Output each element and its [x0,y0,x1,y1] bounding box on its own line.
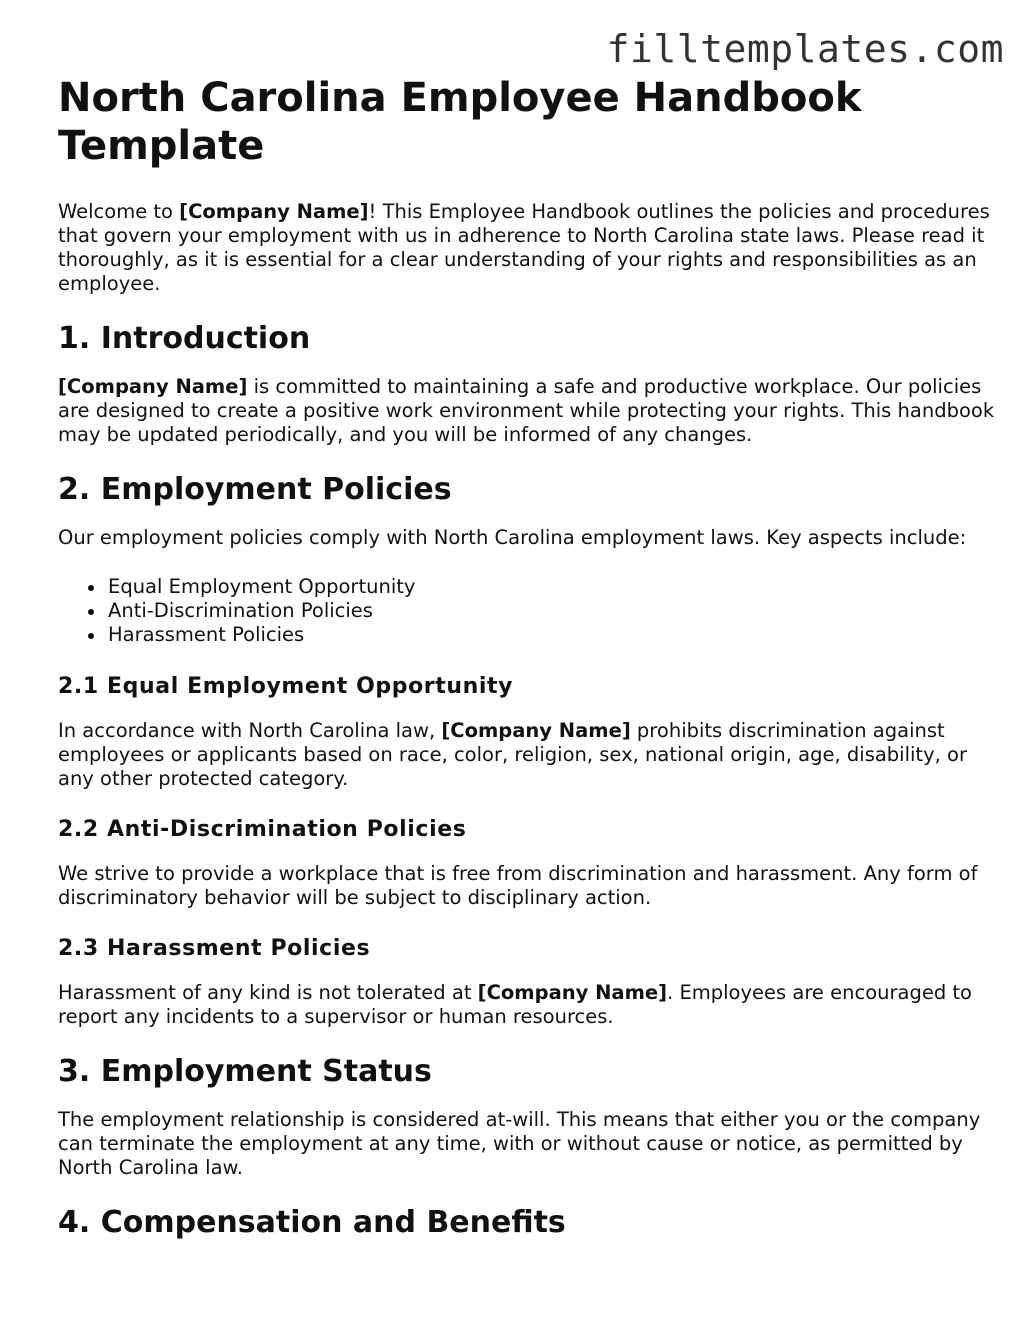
document-title: North Carolina Employee Handbook Template [58,75,862,169]
eeo-post: prohibits discrimination against employees or applicants based on race, color, religion, sex, national origin, age, disability, or any other protected category. [58,719,967,790]
subsection-heading-harassment: 2.3 Harassment Policies [58,936,371,961]
welcome-post: ! This Employee Handbook outlines the policies and procedures that govern your employment with us in adherence to North Carolina state laws. Please read it thoroughly, as it is essential for a clear understanding of your rights and responsibilities as an employee. [58,200,990,295]
watermark: filltemplates.com [606,27,1004,71]
company-name-placeholder: [Company Name] [477,981,668,1004]
subsection-heading-eeo: 2.1 Equal Employment Opportunity [58,674,514,699]
harassment-post: . Employees are encouraged to report any incidents to a supervisor or human resources. [58,981,972,1028]
list-item: Equal Employment Opportunity [108,575,998,599]
eeo-pre: In accordance with North Carolina law, [58,719,442,742]
welcome-paragraph [58,200,998,296]
company-name-placeholder: [Company Name] [179,200,369,223]
harassment-paragraph [58,981,998,1029]
section-heading-compensation: 4. Compensation and Benefits [58,1205,566,1240]
section-heading-employment-policies: 2. Employment Policies [58,472,452,507]
document-page [58,74,998,1259]
list-item: Harassment Policies [108,623,998,647]
section-heading-employment-status: 3. Employment Status [58,1054,432,1089]
key-aspects-list [58,575,998,647]
employment-status-paragraph: The employment relationship is considered at-will. This means that either you or the company can terminate the employment at any time, with or without cause or notice, as permitted by North Carolina law. [58,1108,981,1179]
introduction-paragraph [58,375,998,447]
company-name-placeholder: [Company Name] [58,375,248,398]
company-name-placeholder: [Company Name] [441,719,631,742]
section-heading-introduction: 1. Introduction [58,321,311,356]
employment-policies-paragraph: Our employment policies comply with North Carolina employment laws. Key aspects include: [58,526,967,549]
subsection-heading-anti-discrimination: 2.2 Anti-Discrimination Policies [58,817,467,842]
anti-discrimination-paragraph: We strive to provide a workplace that is free from discrimination and harassment. Any form of discriminatory behavior will be subject to disciplinary action. [58,862,978,909]
harassment-pre: Harassment of any kind is not tolerated at [58,981,478,1004]
welcome-pre: Welcome to [58,200,180,223]
list-item: Anti-Discrimination Policies [108,599,998,623]
eeo-paragraph [58,719,998,791]
introduction-text: is committed to maintaining a safe and productive workplace. Our policies are designed to create a positive work environment while protecting your rights. This handbook may be updated periodically, and you will be informed of any changes. [58,375,995,446]
